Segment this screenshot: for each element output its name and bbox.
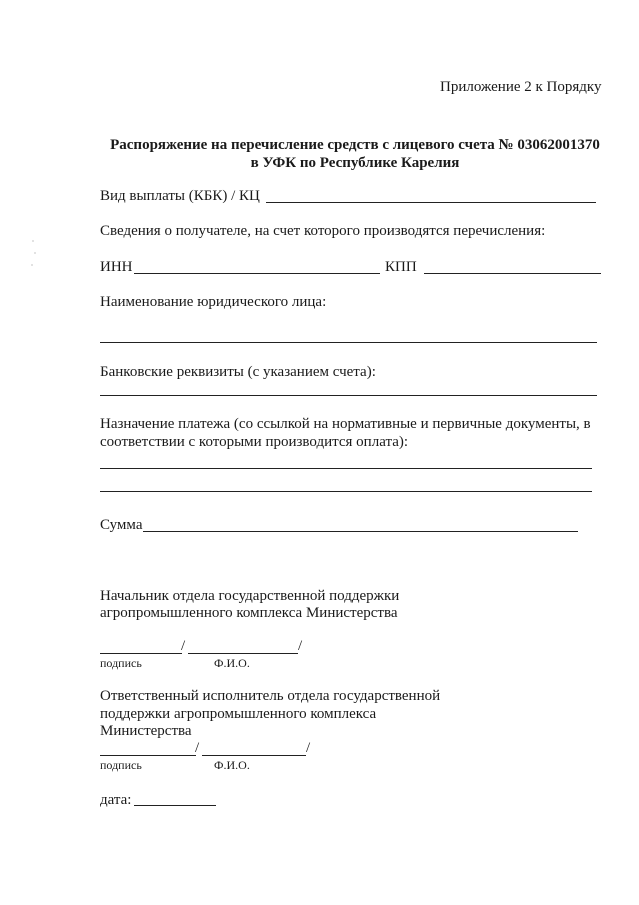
- head-title-line1: Начальник отдела государственной поддержки: [100, 588, 400, 604]
- inn-field[interactable]: [134, 273, 380, 274]
- head-title-line2: агропромышленного комплекса Министерства: [100, 605, 398, 621]
- inn-label: ИНН: [100, 259, 133, 275]
- head-name-caption: Ф.И.О.: [214, 656, 250, 670]
- purpose-label-line1: Назначение платежа (со ссылкой на нормативные и первичные документы, в: [100, 416, 591, 432]
- executor-name-caption: Ф.И.О.: [214, 758, 250, 772]
- scan-speck: [34, 252, 36, 254]
- document-title-line2: в УФК по Республике Карелия: [250, 155, 460, 171]
- payment-type-label: Вид выплаты (КБК) / КЦ: [100, 188, 260, 204]
- date-label: дата:: [100, 792, 132, 808]
- purpose-field-line1[interactable]: [100, 468, 592, 469]
- kpp-label: КПП: [385, 259, 417, 275]
- appendix-note: Приложение 2 к Порядку: [440, 79, 602, 95]
- date-field[interactable]: [134, 805, 216, 806]
- amount-label: Сумма: [100, 517, 143, 533]
- kpp-field[interactable]: [424, 273, 601, 274]
- bank-details-field[interactable]: [100, 395, 597, 396]
- bank-details-label: Банковские реквизиты (с указанием счета):: [100, 364, 376, 380]
- executor-name-field[interactable]: [202, 755, 306, 756]
- executor-title-line2: поддержки агропромышленного комплекса: [100, 706, 377, 722]
- legal-name-label: Наименование юридического лица:: [100, 294, 327, 310]
- executor-separator-slash: /: [195, 740, 200, 756]
- recipient-info-label: Сведения о получателе, на счет которого производятся перечисления:: [100, 223, 546, 239]
- head-end-slash: /: [298, 638, 303, 654]
- executor-signature-field[interactable]: [100, 755, 196, 756]
- executor-title-line1: Ответственный исполнитель отдела государственной: [100, 688, 441, 704]
- head-sign-caption: подпись: [100, 656, 142, 670]
- scan-speck: [32, 240, 34, 242]
- purpose-label-line2: соответствии с которыми производится оплата):: [100, 434, 409, 450]
- executor-end-slash: /: [306, 740, 311, 756]
- executor-title-line3: Министерства: [100, 723, 192, 739]
- purpose-field-line2[interactable]: [100, 491, 592, 492]
- amount-field[interactable]: [143, 531, 578, 532]
- executor-sign-caption: подпись: [100, 758, 142, 772]
- scan-speck: [31, 264, 33, 266]
- legal-name-field[interactable]: [100, 342, 597, 343]
- head-name-field[interactable]: [188, 653, 298, 654]
- payment-type-field[interactable]: [266, 202, 596, 203]
- head-signature-field[interactable]: [100, 653, 182, 654]
- document-title-line1: Распоряжение на перечисление средств с лицевого счета № 03062001370: [110, 137, 600, 153]
- head-separator-slash: /: [181, 638, 186, 654]
